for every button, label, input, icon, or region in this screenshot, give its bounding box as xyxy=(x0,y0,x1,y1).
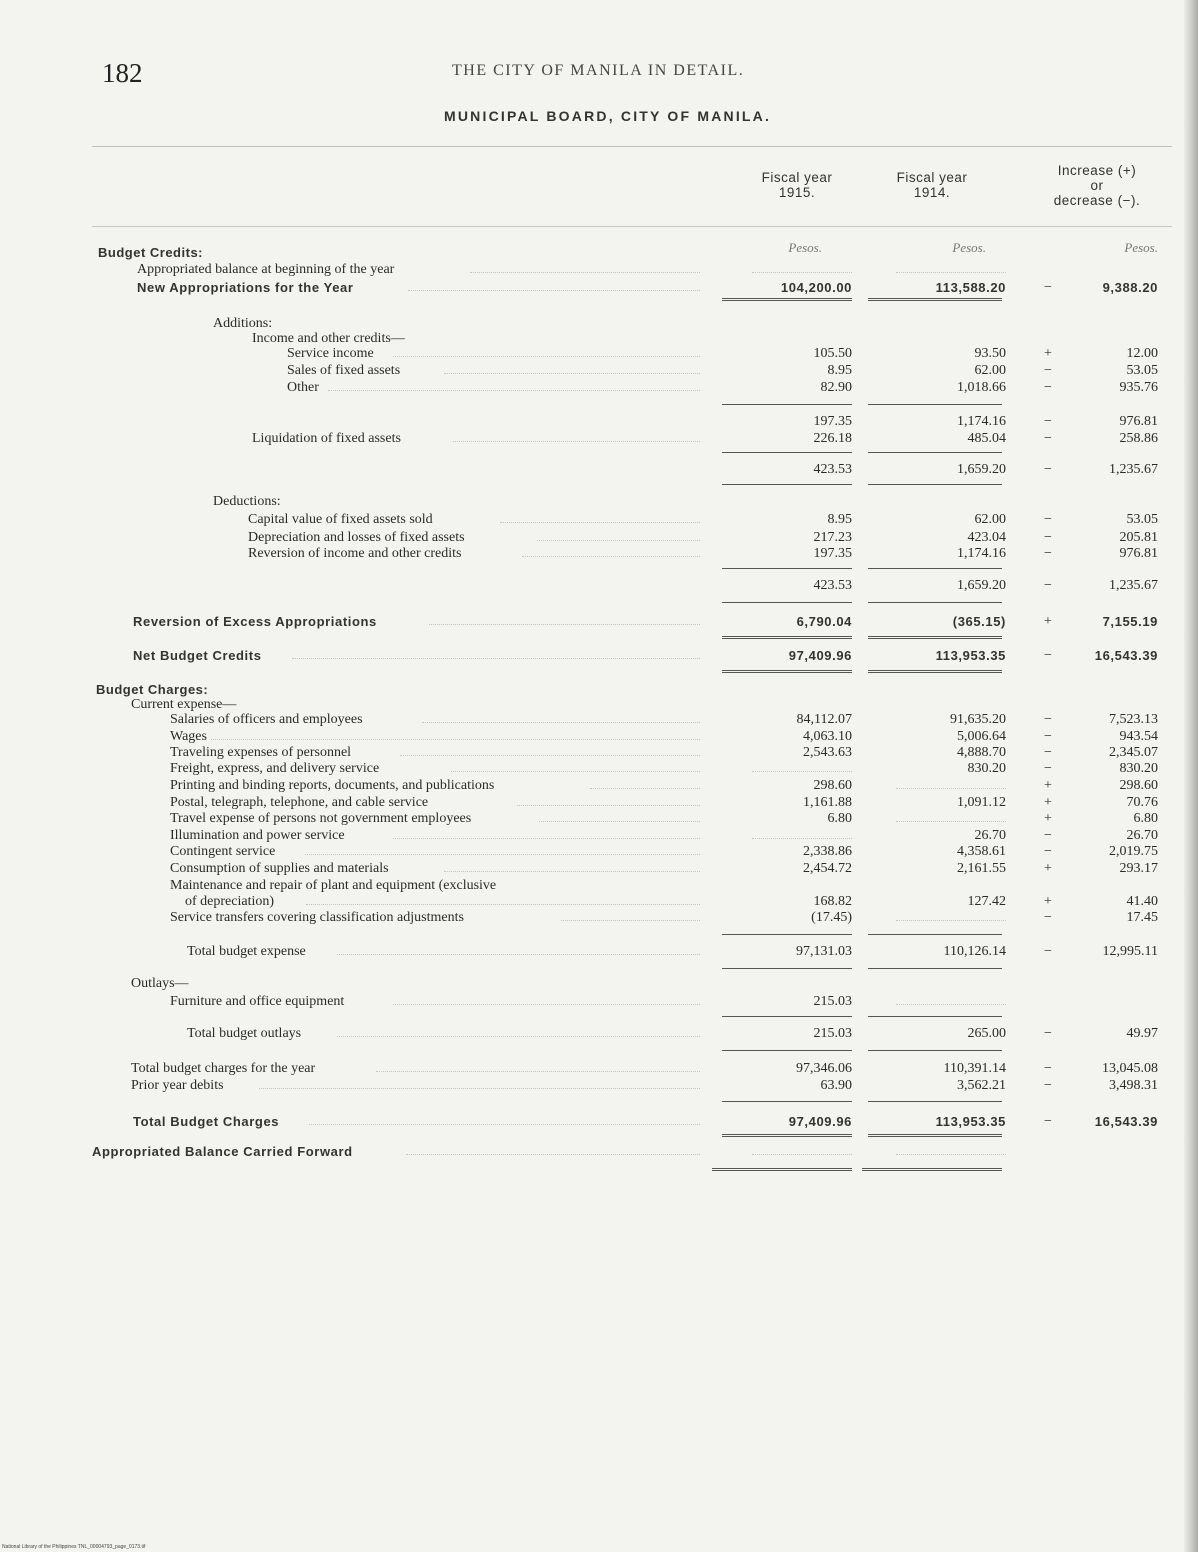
table-row-travel-nongov xyxy=(0,811,1198,829)
value-1915: 105.50 xyxy=(813,346,852,361)
value-1915: 2,338.86 xyxy=(803,844,852,859)
change-value: 53.05 xyxy=(1126,512,1158,527)
row-label: Illumination and power service xyxy=(170,828,345,843)
row-label: Sales of fixed assets xyxy=(287,363,401,378)
value-1914: 62.00 xyxy=(974,363,1006,378)
value-1914 xyxy=(896,262,1006,273)
change-value: 943.54 xyxy=(1119,729,1158,744)
total-rule xyxy=(868,1050,1002,1051)
leader-dots xyxy=(309,1124,700,1125)
leader-dots xyxy=(537,540,700,541)
row-label: Consumption of supplies and materials xyxy=(170,861,389,876)
value-1914: 830.20 xyxy=(967,761,1006,776)
row-label: Budget Credits: xyxy=(98,245,203,260)
footer-note: National Library of the Philippines TNL_00004793_page_0173.tif xyxy=(2,1544,146,1550)
change-value: 70.76 xyxy=(1126,795,1158,810)
change-sign: + xyxy=(1044,894,1052,909)
total-rule xyxy=(868,1134,1002,1137)
value-1914: 1,018.66 xyxy=(957,380,1006,395)
change-sign: − xyxy=(1044,648,1052,663)
leader-dots xyxy=(517,805,700,806)
change-sign: − xyxy=(1044,578,1052,593)
change-sign: − xyxy=(1044,380,1052,395)
value-1914: 1,091.12 xyxy=(957,795,1006,810)
column-header-line: Fiscal year xyxy=(761,170,833,185)
leader-dots xyxy=(306,904,700,905)
value-1915: 226.18 xyxy=(813,431,852,446)
table-row-printing xyxy=(0,778,1198,796)
value-1914: 5,006.64 xyxy=(957,729,1006,744)
table-row-budget-credits-heading xyxy=(0,245,1198,263)
total-rule xyxy=(868,484,1002,485)
change-value: 13,045.08 xyxy=(1102,1061,1158,1076)
change-value: 298.60 xyxy=(1119,778,1158,793)
change-sign: − xyxy=(1044,431,1052,446)
total-rule xyxy=(722,602,852,603)
row-label: Other xyxy=(287,380,319,395)
total-rule xyxy=(722,1050,852,1051)
value-1914: 4,358.61 xyxy=(957,844,1006,859)
change-sign: − xyxy=(1044,1061,1052,1076)
change-value: 12,995.11 xyxy=(1102,944,1158,959)
change-sign: + xyxy=(1044,795,1052,810)
table-row-total-budget-expense xyxy=(0,944,1198,962)
leader-dots xyxy=(337,1036,700,1037)
table-row-deductions-total xyxy=(0,578,1198,596)
value-1914: 110,391.14 xyxy=(943,1061,1006,1076)
table-row-service-transfers xyxy=(0,910,1198,928)
value-1914: 1,174.16 xyxy=(957,546,1006,561)
row-label: Total budget outlays xyxy=(187,1026,302,1041)
change-value: 7,155.19 xyxy=(1102,614,1158,629)
change-sign: − xyxy=(1044,414,1052,429)
change-sign: − xyxy=(1044,530,1052,545)
row-label: Contingent service xyxy=(170,844,276,859)
table-row-appropriated-balance xyxy=(0,262,1198,280)
row-label: Traveling expenses of personnel xyxy=(170,745,352,760)
column-header-line: 1915. xyxy=(778,185,816,200)
value-1914: 127.42 xyxy=(967,894,1006,909)
row-label: Total budget charges for the year xyxy=(131,1061,316,1076)
total-rule xyxy=(868,452,1002,453)
change-value: 935.76 xyxy=(1119,380,1158,395)
leader-dots xyxy=(561,920,700,921)
header-rule xyxy=(92,226,1172,227)
table-row-reversion-excess xyxy=(0,614,1198,632)
table-row-new-appropriations xyxy=(0,280,1198,298)
table-row-reversion-income xyxy=(0,546,1198,564)
value-1914 xyxy=(896,994,1006,1005)
value-1915: (17.45) xyxy=(811,910,852,925)
change-value: 3,498.31 xyxy=(1109,1078,1158,1093)
total-rule xyxy=(722,404,852,405)
row-label: Additions: xyxy=(213,316,273,331)
section-title: MUNICIPAL BOARD, CITY OF MANILA. xyxy=(444,108,772,124)
change-sign: − xyxy=(1044,1114,1052,1129)
table-row-income-subtotal xyxy=(0,414,1198,432)
value-1914: (365.15) xyxy=(952,614,1006,629)
leader-dots xyxy=(444,871,700,872)
table-row-furniture xyxy=(0,994,1198,1012)
row-label: Budget Charges: xyxy=(96,682,209,697)
total-rule xyxy=(722,452,852,453)
change-value: 49.97 xyxy=(1126,1026,1158,1041)
value-1915: 97,409.96 xyxy=(788,648,852,663)
value-1915: 2,454.72 xyxy=(803,861,852,876)
total-rule xyxy=(722,298,852,301)
value-1914: 62.00 xyxy=(974,512,1006,527)
value-1914: 423.04 xyxy=(967,530,1006,545)
change-sign: − xyxy=(1044,729,1052,744)
value-1915: 298.60 xyxy=(813,778,852,793)
change-value: 976.81 xyxy=(1119,414,1158,429)
total-rule xyxy=(722,636,852,639)
total-rule xyxy=(862,1168,1002,1171)
leader-dots xyxy=(393,1004,700,1005)
change-value: 1,235.67 xyxy=(1109,578,1158,593)
row-label: Furniture and office equipment xyxy=(170,994,345,1009)
value-1914: 3,562.21 xyxy=(957,1078,1006,1093)
change-sign: − xyxy=(1044,745,1052,760)
change-value: 7,523.13 xyxy=(1109,712,1158,727)
value-1915: 97,131.03 xyxy=(796,944,852,959)
leader-dots xyxy=(305,854,700,855)
value-1914: 1,659.20 xyxy=(957,462,1006,477)
change-value: 16,543.39 xyxy=(1094,648,1158,663)
table-row-total-budget-charges xyxy=(0,1114,1198,1132)
table-row-additions-total xyxy=(0,462,1198,480)
row-label: Travel expense of persons not government employees xyxy=(170,811,472,826)
table-row-capital-value-sold xyxy=(0,512,1198,530)
change-sign: − xyxy=(1044,1026,1052,1041)
column-header-line: Fiscal year xyxy=(896,170,968,185)
value-1914: 265.00 xyxy=(967,1026,1006,1041)
change-sign: − xyxy=(1044,944,1052,959)
value-1914 xyxy=(896,811,1006,822)
leader-dots xyxy=(539,821,700,822)
row-label: Current expense— xyxy=(131,697,237,712)
value-1914 xyxy=(896,1144,1006,1155)
value-1914: 4,888.70 xyxy=(957,745,1006,760)
units-col1: Pesos. xyxy=(788,240,822,255)
leader-dots xyxy=(444,373,700,374)
change-value: 9,388.20 xyxy=(1102,280,1158,295)
row-label: Net Budget Credits xyxy=(133,648,262,663)
total-rule xyxy=(722,1101,852,1102)
row-label: Postal, telegraph, telephone, and cable service xyxy=(170,795,429,810)
value-1914: 113,588.20 xyxy=(935,280,1006,295)
value-1915: 197.35 xyxy=(813,414,852,429)
leader-dots xyxy=(406,1154,700,1155)
value-1914 xyxy=(896,910,1006,921)
leader-dots xyxy=(470,272,701,273)
row-label: Income and other credits— xyxy=(252,331,405,346)
value-1915: 104,200.00 xyxy=(780,280,852,295)
change-value: 205.81 xyxy=(1119,530,1158,545)
table-row-liquidation-fixed-assets xyxy=(0,431,1198,449)
total-rule xyxy=(722,1134,852,1137)
change-value: 1,235.67 xyxy=(1109,462,1158,477)
leader-dots xyxy=(259,1088,700,1089)
change-sign: − xyxy=(1044,712,1052,727)
table-row-net-budget-credits xyxy=(0,648,1198,666)
running-head: THE CITY OF MANILA IN DETAIL. xyxy=(452,62,745,79)
change-sign: − xyxy=(1044,280,1052,295)
row-label: Printing and binding reports, documents, and publications xyxy=(170,778,495,793)
value-1914: 91,635.20 xyxy=(950,712,1006,727)
row-label: Capital value of fixed assets sold xyxy=(248,512,433,527)
change-sign: − xyxy=(1044,462,1052,477)
value-1915 xyxy=(752,1144,852,1155)
row-label: Reversion of income and other credits xyxy=(248,546,462,561)
value-1914: 1,174.16 xyxy=(957,414,1006,429)
row-label: Salaries of officers and employees xyxy=(170,712,363,727)
leader-dots xyxy=(393,838,700,839)
value-1915: 97,409.96 xyxy=(788,1114,852,1129)
row-label: Freight, express, and delivery service xyxy=(170,761,380,776)
table-row-service-income xyxy=(0,346,1198,364)
value-1914: 93.50 xyxy=(974,346,1006,361)
value-1915: 8.95 xyxy=(827,512,852,527)
row-label: Depreciation and losses of fixed assets xyxy=(248,530,465,545)
leader-dots xyxy=(400,755,700,756)
change-value: 16,543.39 xyxy=(1094,1114,1158,1129)
change-sign: − xyxy=(1044,546,1052,561)
value-1915: 2,543.63 xyxy=(803,745,852,760)
row-label: Service income xyxy=(287,346,374,361)
change-sign: + xyxy=(1044,614,1052,629)
table-row-balance-forward xyxy=(0,1144,1198,1162)
change-value: 26.70 xyxy=(1126,828,1158,843)
column-header-line: Increase (+) xyxy=(1057,163,1137,178)
change-sign: + xyxy=(1044,811,1052,826)
total-rule xyxy=(868,404,1002,405)
total-rule xyxy=(868,1101,1002,1102)
units-col3: Pesos. xyxy=(1124,240,1158,255)
page-number: 182 xyxy=(102,58,143,88)
table-row-contingent xyxy=(0,844,1198,862)
row-label: Appropriated balance at beginning of the year xyxy=(137,262,395,277)
change-value: 830.20 xyxy=(1119,761,1158,776)
value-1915: 423.53 xyxy=(813,462,852,477)
leader-dots xyxy=(292,658,700,659)
change-sign: − xyxy=(1044,363,1052,378)
value-1914: 26.70 xyxy=(974,828,1006,843)
table-top-rule xyxy=(92,146,1172,147)
change-sign: − xyxy=(1044,512,1052,527)
row-label: Service transfers covering classification adjustments xyxy=(170,910,464,925)
total-rule xyxy=(722,670,852,673)
change-value: 12.00 xyxy=(1126,346,1158,361)
value-1915: 63.90 xyxy=(820,1078,852,1093)
column-header-1914 xyxy=(872,170,992,200)
value-1914: 2,161.55 xyxy=(957,861,1006,876)
table-row-other-income xyxy=(0,380,1198,398)
leader-dots xyxy=(211,739,701,740)
table-row-salaries xyxy=(0,712,1198,730)
total-rule xyxy=(722,484,852,485)
change-value: 41.40 xyxy=(1126,894,1158,909)
column-header-change xyxy=(1030,163,1164,208)
change-sign: + xyxy=(1044,778,1052,793)
total-rule xyxy=(712,1168,852,1171)
row-label: Wages xyxy=(170,729,207,744)
change-value: 2,019.75 xyxy=(1109,844,1158,859)
leader-dots xyxy=(590,788,700,789)
column-header-line: 1914. xyxy=(913,185,951,200)
value-1915: 6.80 xyxy=(827,811,852,826)
table-row-freight xyxy=(0,761,1198,779)
total-rule xyxy=(868,968,1002,969)
row-label: Total Budget Charges xyxy=(133,1114,280,1129)
change-value: 6.80 xyxy=(1133,811,1158,826)
leader-dots xyxy=(408,290,700,291)
total-rule xyxy=(868,670,1002,673)
table-row-supplies xyxy=(0,861,1198,879)
leader-dots xyxy=(337,954,700,955)
change-value: 2,345.07 xyxy=(1109,745,1158,760)
value-1915 xyxy=(752,262,852,273)
change-sign: − xyxy=(1044,844,1052,859)
leader-dots xyxy=(429,624,700,625)
total-rule xyxy=(722,968,852,969)
total-rule xyxy=(868,298,1002,301)
value-1914 xyxy=(896,778,1006,789)
units-col2: Pesos. xyxy=(952,240,986,255)
value-1915: 4,063.10 xyxy=(803,729,852,744)
row-label: Maintenance and repair of plant and equipment (exclusive xyxy=(170,878,497,893)
change-value: 976.81 xyxy=(1119,546,1158,561)
change-sign: + xyxy=(1044,861,1052,876)
leader-dots xyxy=(422,722,700,723)
total-rule xyxy=(868,1016,1002,1017)
leader-dots xyxy=(500,522,700,523)
row-label: Appropriated Balance Carried Forward xyxy=(92,1144,353,1159)
total-rule xyxy=(722,934,852,935)
column-header-1915 xyxy=(742,170,852,200)
value-1915: 215.03 xyxy=(813,994,852,1009)
leader-dots xyxy=(522,556,700,557)
value-1915: 423.53 xyxy=(813,578,852,593)
table-row-prior-year-debits xyxy=(0,1078,1198,1096)
table-row-outlays-heading xyxy=(0,976,1198,994)
row-label: Liquidation of fixed assets xyxy=(252,431,401,446)
table-row-deductions-heading xyxy=(0,494,1198,512)
value-1915: 217.23 xyxy=(813,530,852,545)
value-1914: 485.04 xyxy=(967,431,1006,446)
change-value: 17.45 xyxy=(1126,910,1158,925)
table-row-sales-fixed-assets xyxy=(0,363,1198,381)
leader-dots xyxy=(393,356,700,357)
total-rule xyxy=(722,568,852,569)
value-1914: 110,126.14 xyxy=(943,944,1006,959)
leader-dots xyxy=(453,441,700,442)
value-1915: 84,112.07 xyxy=(796,712,852,727)
row-label: Total budget expense xyxy=(187,944,306,959)
row-label: Reversion of Excess Appropriations xyxy=(133,614,377,629)
change-value: 53.05 xyxy=(1126,363,1158,378)
value-1915 xyxy=(752,828,852,839)
change-sign: − xyxy=(1044,1078,1052,1093)
row-label: New Appropriations for the Year xyxy=(137,280,354,295)
value-1914: 113,953.35 xyxy=(935,1114,1006,1129)
column-header-line: decrease (−). xyxy=(1053,193,1141,208)
value-1914: 113,953.35 xyxy=(935,648,1006,663)
row-label: Prior year debits xyxy=(131,1078,224,1093)
column-header-line: or xyxy=(1090,178,1104,193)
value-1915: 6,790.04 xyxy=(796,614,852,629)
change-value: 293.17 xyxy=(1119,861,1158,876)
value-1914: 1,659.20 xyxy=(957,578,1006,593)
total-rule xyxy=(868,636,1002,639)
value-1915: 82.90 xyxy=(820,380,852,395)
value-1915: 215.03 xyxy=(813,1026,852,1041)
row-label: Outlays— xyxy=(131,976,189,991)
change-value: 258.86 xyxy=(1119,431,1158,446)
value-1915: 197.35 xyxy=(813,546,852,561)
value-1915: 8.95 xyxy=(827,363,852,378)
change-sign: − xyxy=(1044,828,1052,843)
leader-dots xyxy=(328,390,701,391)
total-rule xyxy=(722,1016,852,1017)
value-1915: 168.82 xyxy=(813,894,852,909)
value-1915: 1,161.88 xyxy=(803,795,852,810)
value-1915: 97,346.06 xyxy=(796,1061,852,1076)
row-label: of depreciation) xyxy=(185,894,275,909)
change-sign: − xyxy=(1044,761,1052,776)
table-row-total-budget-outlays xyxy=(0,1026,1198,1044)
value-1915 xyxy=(752,761,852,772)
change-sign: − xyxy=(1044,910,1052,925)
total-rule xyxy=(868,602,1002,603)
total-rule xyxy=(868,568,1002,569)
table-row-total-charges-year xyxy=(0,1061,1198,1079)
leader-dots xyxy=(376,1071,700,1072)
leader-dots xyxy=(451,771,700,772)
row-label: Deductions: xyxy=(213,494,281,509)
change-sign: + xyxy=(1044,346,1052,361)
total-rule xyxy=(868,934,1002,935)
